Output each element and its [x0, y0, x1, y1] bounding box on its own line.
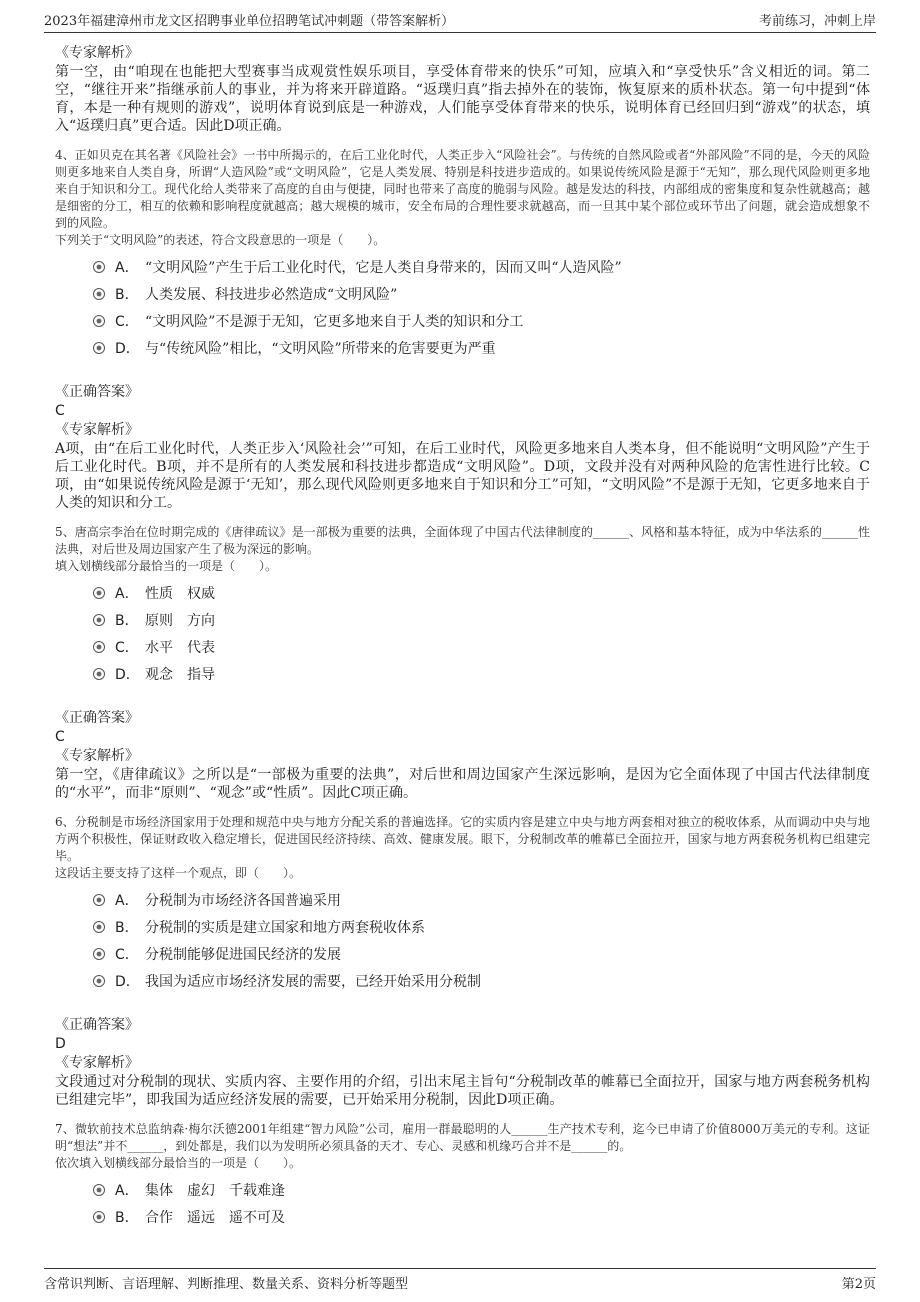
option-b[interactable] [55, 1203, 870, 1230]
option-key: B． [115, 919, 139, 936]
question-text: 5、唐高宗李治在位时期完成的《唐律疏议》是一部极为重要的法典，全面体现了中国古代法律制度的______、风格和基本特征，成为中华法系的______性法典，对后世及周边国家产生了极为深远的影响。 [55, 525, 870, 556]
option-c[interactable] [55, 307, 870, 334]
option-key: A． [115, 892, 139, 909]
option-c[interactable] [55, 633, 870, 660]
radio-icon[interactable] [93, 1184, 105, 1196]
option-key: D． [115, 973, 140, 990]
option-text: 分税制能够促进国民经济的发展 [145, 946, 341, 963]
radio-icon[interactable] [93, 614, 105, 626]
option-b[interactable] [55, 280, 870, 307]
option-text: “文明风险”产生于后工业化时代，它是人类自身带来的，因而又叫“人造风险” [145, 259, 622, 276]
expert-label: 《专家解析》 [55, 1055, 139, 1071]
radio-icon[interactable] [93, 587, 105, 599]
option-text: 分税制的实质是建立国家和地方两套税收体系 [145, 919, 425, 936]
option-a[interactable] [55, 1176, 870, 1203]
answer-label: 《正确答案》 [55, 384, 139, 400]
correct-answer: C [55, 403, 65, 419]
option-key: A． [115, 1182, 139, 1199]
correct-answer: D [55, 1036, 66, 1052]
option-text: 观念 指导 [145, 666, 215, 683]
option-key: A． [115, 259, 139, 276]
option-a[interactable] [55, 253, 870, 280]
option-a[interactable] [55, 886, 870, 913]
option-key: C． [115, 946, 139, 963]
option-key: A． [115, 585, 139, 602]
radio-icon[interactable] [93, 342, 105, 354]
question-block [55, 524, 870, 802]
option-key: D． [115, 666, 140, 683]
radio-icon[interactable] [93, 288, 105, 300]
radio-icon[interactable] [93, 1211, 105, 1223]
option-text: 集体 虚幻 千载难逢 [145, 1182, 285, 1199]
explanation-text: 第一空，《唐律疏议》之所以是“一部极为重要的法典”，对后世和周边国家产生深远影响，是因为它全面体现了中国古代法律制度的“水平”，而非“原则”、“观念”或“性质”。因此C项正确。 [55, 767, 870, 801]
option-text: 分税制为市场经济各国普遍采用 [145, 892, 341, 909]
radio-icon[interactable] [93, 641, 105, 653]
explanation-text: 第一空，由“咱现在也能把大型赛事当成观赏性娱乐项目，享受体育带来的快乐”可知，应填入和“享受快乐”含义相近的词。第二空，“继往开来”指继承前人的事业，并为将来开辟道路。“返璞归真”指去掉外在的装饰，恢复原来的质朴状态。第一句中提到“体育，本是一种有规则的游戏”，说明体育说到底是一种游戏，人们能享受体育带来的快乐，说明体育已经回归到“游戏”的状态，填入“返璞归真”更合适。因此D项正确。 [55, 64, 870, 134]
footer-note: 含常识判断、言语理解、判断推理、数量关系、资料分析等题型 [44, 1277, 409, 1292]
radio-icon[interactable] [93, 975, 105, 987]
header-slogan: 考前练习，冲刺上岸 [758, 14, 876, 29]
page-number: 第2页 [841, 1277, 876, 1292]
option-c[interactable] [55, 940, 870, 967]
option-text: 人类发展、科技进步必然造成“文明风险” [145, 286, 398, 303]
option-a[interactable] [55, 579, 870, 606]
question-block [55, 147, 870, 512]
question-text: 6、分税制是市场经济国家用于处理和规范中央与地方分配关系的普遍选择。它的实质内容是建立中央与地方两套相对独立的税收体系，从而调动中央与地方两个积极性，保证财政收入稳定增长，促进国民经济持续、高效、健康发展。眼下，分税制改革的帷幕已全面拉开，国家与地方两套税务机构已组建完毕。 [55, 815, 870, 863]
option-key: C． [115, 639, 139, 656]
option-text: 原则 方向 [145, 612, 215, 629]
option-key: B． [115, 286, 139, 303]
question-text: 4、正如贝克在其名著《风险社会》一书中所揭示的，在后工业化时代，人类正步入“风险社会”。与传统的自然风险或者“外部风险”不同的是，今天的风险则更多地来自人类自身，所谓“人造风险”或“文明风险”，它是人类发展、特别是科技进步造成的。如果说传统风险是源于“无知”，那么现代风险则更多地来自于知识和分工。现代化给人类带来了高度的自由与便捷，同时也带来了高度的脆弱与风险。越是发达的科技，内部组成的密集度和复杂性就越高；越是细密的分工，相互的依赖和影响程度就越高；越大规模的城市，安全布局的合理性要求就越高，而一旦其中某个部位或环节出了问题，就会造成想象不到的风险。 [55, 148, 870, 230]
option-text: 合作 遥远 遥不可及 [145, 1209, 285, 1226]
expert-label: 《专家解析》 [55, 422, 139, 438]
explanation-text: 文段通过对分税制的现状、实质内容、主要作用的介绍，引出末尾主旨句“分税制改革的帷幕已全面拉开，国家与地方两套税务机构已组建完毕”，即我国为适应经济发展的需要，已开始采用分税制，因此D项正确。 [55, 1074, 870, 1108]
answer-label: 《正确答案》 [55, 1017, 139, 1033]
radio-icon[interactable] [93, 921, 105, 933]
radio-icon[interactable] [93, 261, 105, 273]
question-block [55, 814, 870, 1109]
question-stem: 这段话主要支持了这样一个观点，即（ ）。 [55, 866, 302, 880]
radio-icon[interactable] [93, 315, 105, 327]
option-text: 水平 代表 [145, 639, 215, 656]
question-block [55, 1121, 870, 1230]
option-key: D． [115, 340, 140, 357]
question-stem: 填入划横线部分最恰当的一项是（ ）。 [55, 559, 278, 573]
option-text: 性质 权威 [145, 585, 215, 602]
option-d[interactable] [55, 660, 870, 687]
question-stem: 依次填入划横线部分最恰当的一项是（ ）。 [55, 1156, 302, 1170]
page-content [55, 44, 870, 1230]
option-b[interactable] [55, 913, 870, 940]
radio-icon[interactable] [93, 894, 105, 906]
radio-icon[interactable] [93, 948, 105, 960]
page-header [44, 10, 876, 33]
explanation-text: A项，由“在后工业化时代，人类正步入‘风险社会’”可知，在后工业时代，风险更多地来自人类本身，但不能说明“文明风险”产生于后工业化时代。B项，并不是所有的人类发展和科技进步都造成“文明风险”。D项，文段并没有对两种风险的危害性进行比较。C项，由“如果说传统风险是源于‘无知’，那么现代风险则更多地来自于知识和分工”可知，“文明风险”不是源于无知，它更多地来自于人类的知识和分工。 [55, 441, 870, 511]
option-text: 我国为适应市场经济发展的需要，已经开始采用分税制 [145, 973, 481, 990]
question-text: 7、微软前技术总监纳森·梅尔沃德2001年组建“智力风险”公司，雇用一群最聪明的人______生产技术专利，迄今已申请了价值8000万美元的专利。这证明“想法”并不______，到处都是，我们以为发明所必须具备的天才、专心、灵感和机缘巧合并不是______的。 [55, 1122, 870, 1153]
option-b[interactable] [55, 606, 870, 633]
option-key: B． [115, 1209, 139, 1226]
watermark: www.zixin.com.cn [260, 600, 865, 674]
expert-label: 《专家解析》 [55, 45, 139, 61]
question-stem: 下列关于“文明风险”的表述，符合文段意思的一项是（ ）。 [55, 233, 386, 247]
option-key: C． [115, 313, 139, 330]
document-title: 2023年福建漳州市龙文区招聘事业单位招聘笔试冲刺题（带答案解析） [44, 14, 455, 29]
expert-label: 《专家解析》 [55, 748, 139, 764]
option-d[interactable] [55, 334, 870, 361]
radio-icon[interactable] [93, 668, 105, 680]
option-text: “文明风险”不是源于无知，它更多地来自于人类的知识和分工 [145, 313, 524, 330]
option-text: 与“传统风险”相比，“文明风险”所带来的危害要更为严重 [145, 340, 496, 357]
page-footer [44, 1268, 876, 1292]
option-key: B． [115, 612, 139, 629]
correct-answer: C [55, 729, 65, 745]
option-d[interactable] [55, 967, 870, 994]
answer-label: 《正确答案》 [55, 710, 139, 726]
